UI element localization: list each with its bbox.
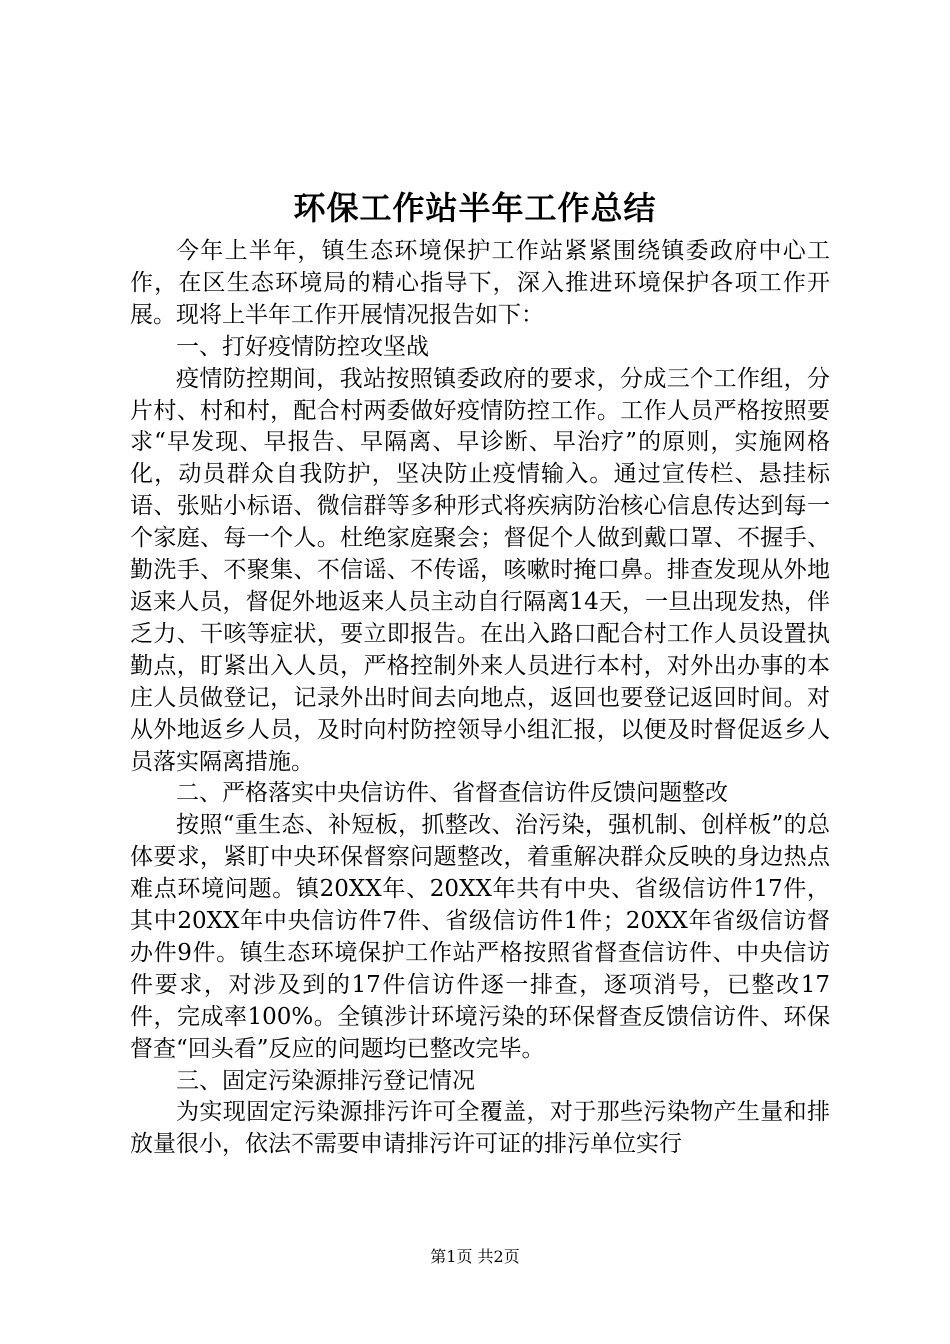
section-heading-2: 二、严格落实中央信访件、省督查信访件反馈问题整改 [176, 780, 728, 807]
document-body [130, 236, 830, 1161]
document-title: 环保工作站半年工作总结 [293, 189, 657, 227]
section-heading-3: 三、固定污染源排污登记情况 [176, 1067, 475, 1094]
paragraph-section-2: 按照“重生态、补短板，抓整改、治污染，强机制、创样板”的总体要求，紧盯中央环保督察问题整改，着重解决群众反映的身边热点难点环境问题。镇20XX年、20XX年共有中央、省级信访件17件，其中20XX年中央信访件7件、省级信访件1件；20XX年省级信访督办件9件。镇生态环境保护工作站严格按照省督查信访件、中央信访件要求，对涉及到的17件信访件逐一排查，逐项消号，已整改17件，完成率100%。全镇涉计环境污染的环保督查反馈信访件、环保督查“回头看”反应的问题均已整改完毕。 [130, 812, 830, 1062]
paragraph-intro: 今年上半年，镇生态环境保护工作站紧紧围绕镇委政府中心工作，在区生态环境局的精心指导下，深入推进环境保护各项工作开展。现将上半年工作开展情况报告如下： [130, 238, 830, 328]
section-heading-1: 一、打好疫情防控攻坚战 [176, 333, 429, 360]
page-footer: 第1页 共2页 [430, 1247, 520, 1266]
paragraph-section-1: 疫情防控期间，我站按照镇委政府的要求，分成三个工作组，分片村、村和村，配合村两委做好疫情防控工作。工作人员严格按照要求“早发现、早报告、早隔离、早诊断、早治疗”的原则，实施网格化，动员群众自我防护，坚决防止疫情输入。通过宣传栏、悬挂标语、张贴小标语、微信群等多种形式将疾病防治核心信息传达到每一个家庭、每一个人。杜绝家庭聚会；督促个人做到戴口罩、不握手、勤洗手、不聚集、不信谣、不传谣，咳嗽时掩口鼻。排查发现从外地返来人员，督促外地返来人员主动自行隔离14天，一旦出现发热，伴乏力、干咳等症状，要立即报告。在出入路口配合村工作人员设置执勤点，盯紧出入人员，严格控制外来人员进行本村，对外出办事的本庄人员做登记，记录外出时间去向地点，返回也要登记返回时间。对从外地返乡人员，及时向村防控领导小组汇报，以便及时督促返乡人员落实隔离措施。 [130, 365, 830, 775]
paragraph-section-3: 为实现固定污染源排污许可全覆盖，对于那些污染物产生量和排放量很小，依法不需要申请排污许可证的排污单位实行 [130, 1099, 830, 1158]
